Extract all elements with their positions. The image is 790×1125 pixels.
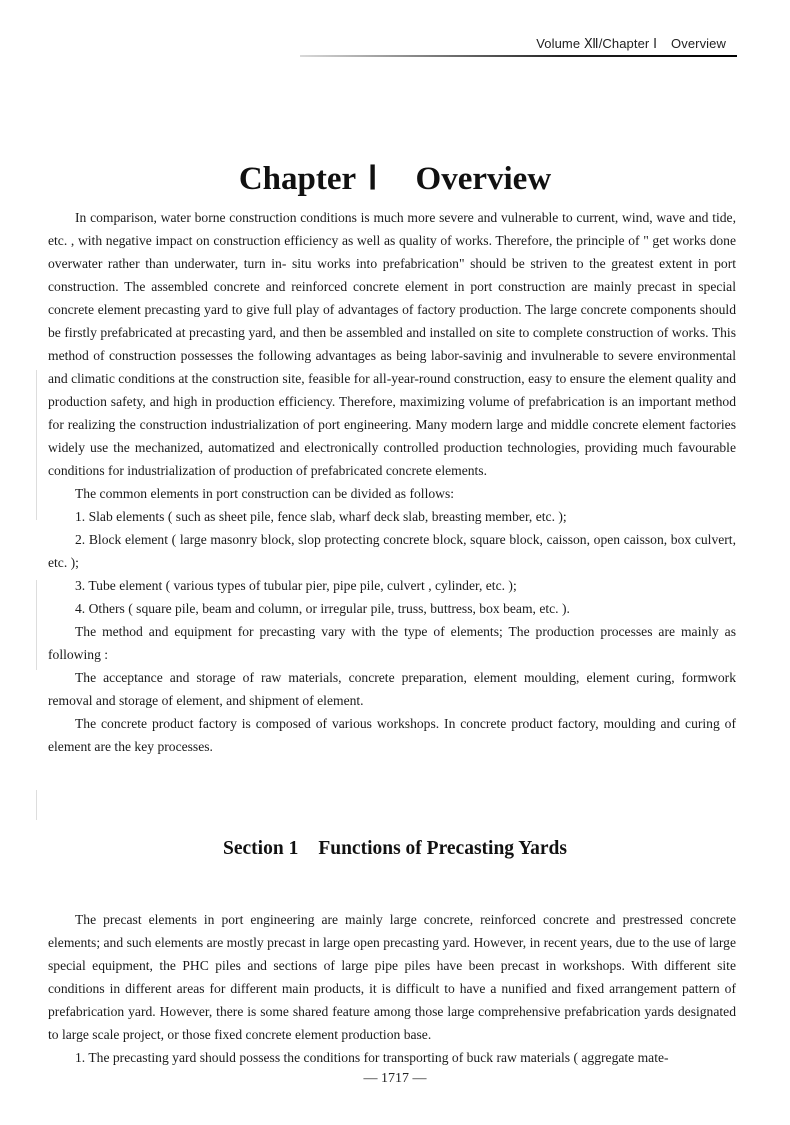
list-item-yard-conditions: 1. The precasting yard should possess the conditions for transporting of buck raw materials ( aggregate mate- bbox=[75, 1050, 669, 1065]
list-item-tube: 3. Tube element ( various types of tubular pier, pipe pile, culvert , cylinder, etc. ); bbox=[75, 578, 517, 593]
page-number: — 1717 — bbox=[363, 1071, 427, 1086]
section-name: Functions of Precasting Yards bbox=[318, 838, 567, 859]
header-rule bbox=[300, 55, 737, 57]
list-item-block: 2. Block element ( large masonry block, slop protecting concrete block, square block, caisson, open caisson, box culvert, etc. ); bbox=[48, 532, 736, 570]
intro-body bbox=[48, 206, 736, 758]
scan-margin-mark bbox=[36, 790, 37, 820]
running-head bbox=[536, 36, 726, 52]
paragraph-intro: In comparison, water borne construction conditions is much more severe and vulnerable to current, wind, wave and tide, etc. , with negative impact on construction efficiency as well as quality of works. Therefore, the principle of " get works done overwater rather than underwater, turn in- situ works into prefabrication" should be striven to the greatest extent in port construction. The assembled concrete and reinforced concrete element in port construction are mainly precast in special concrete element precasting yard to give full play of advantages of factory production. The large concrete components should be firstly prefabricated at precasting yard, and then be assembled and installed on site to complete construction of works. This method of construction possesses the following advantages as being labor-savinig and invulnerable to severe environmental and climatic conditions at the construction site, feasible for all-year-round construction, easy to ensure the element quality and production safety, and high in production efficiency. Therefore, maximizing volume of prefabrication is an important method for realizing the construction industrialization of port engineering. Many modern large and middle concrete element factories widely use the mechanized, automatized and electronically controlled production technologies, providing much favourable conditions for industrialization of production of prefabricated concrete elements. bbox=[48, 210, 736, 478]
paragraph-precast-elements: The precast elements in port engineering are mainly large concrete, reinforced concrete and prestressed concrete elements; and such elements are mostly precast in large open precasting yard. However, in recent years, due to the use of large special equipment, the PHC piles and sections of large pipe piles have been precast in workshops. With different site conditions in different areas for different main products, it is difficult to have a nunified and fixed arrangement pattern of prefabrication yard. However, there is some shared feature among those large comprehensive prefabrication yards designated to large scale project, or those fixed concrete element production base. bbox=[48, 912, 736, 1042]
paragraph-common-elements: The common elements in port construction can be divided as follows: bbox=[75, 486, 455, 501]
section-body bbox=[48, 908, 736, 1069]
scan-margin-mark bbox=[36, 580, 37, 670]
running-head-volume: Volume Ⅻ/Chapter Ⅰ bbox=[536, 36, 658, 51]
running-head-title: Overview bbox=[671, 36, 726, 51]
list-item-others: 4. Others ( square pile, beam and column, or irregular pile, truss, buttress, box beam, etc. ). bbox=[75, 601, 570, 616]
paragraph-factory: The concrete product factory is composed of various workshops. In concrete product factory, moulding and curing of element are the key processes. bbox=[48, 716, 736, 754]
chapter-name: Overview bbox=[415, 161, 552, 197]
scan-margin-mark bbox=[36, 370, 37, 520]
section-label: Section 1 bbox=[223, 838, 299, 859]
chapter-title bbox=[0, 158, 790, 198]
paragraph-method: The method and equipment for precasting vary with the type of elements; The production processes are mainly as following : bbox=[48, 624, 736, 662]
list-item-slab: 1. Slab elements ( such as sheet pile, fence slab, wharf deck slab, breasting member, etc. ); bbox=[75, 509, 567, 524]
paragraph-processes: The acceptance and storage of raw materials, concrete preparation, element moulding, element curing, formwork removal and storage of element, and shipment of element. bbox=[48, 670, 736, 708]
section-title bbox=[0, 838, 790, 860]
chapter-label: Chapter Ⅰ bbox=[238, 161, 378, 197]
